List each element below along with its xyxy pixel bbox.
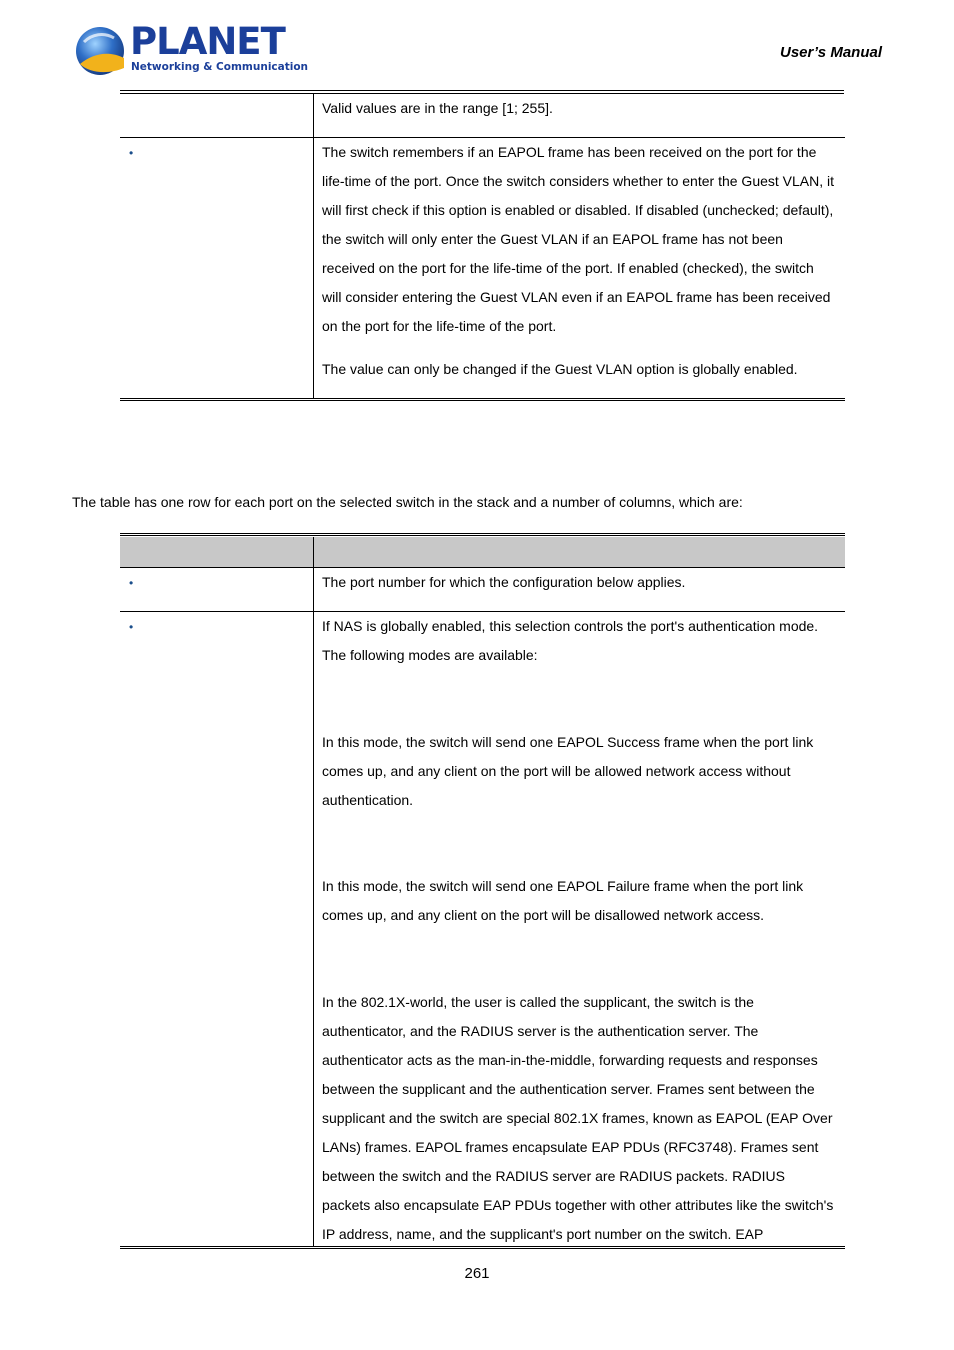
table2-desc-cell [314, 568, 845, 611]
table1-row1-text: Valid values are in the range [1; 255]. [322, 100, 553, 116]
table2-header-row [120, 537, 845, 568]
intro-paragraph: The table has one row for each port on the selected switch in the stack and a number of columns, which are: [72, 494, 743, 510]
planet-logo [74, 20, 309, 78]
table1-row2-para1: The switch remembers if an EAPOL frame has been received on the port for the life-time of the port. Once the switch considers whether to enter the Guest VLAN, it will first check if this option is enabled or disabled. If disabled (unchecked; default), the switch will only enter the Guest VLAN if an EAPOL frame has not been received on the port for the life-time of the port. If enabled (checked), the switch will consider entering the Guest VLAN even if an EAPOL frame has been received on the port for the life-time of the port. [322, 144, 835, 334]
page-number: 261 [464, 1265, 490, 1282]
table1 [120, 94, 845, 399]
table1-row [120, 138, 845, 399]
table2-row1-text: The port number for which the configuration below applies. [322, 574, 686, 590]
table1-param-cell [120, 138, 314, 399]
table2-header-object [120, 537, 314, 567]
table1-param-cell [120, 94, 314, 137]
table1-desc-cell [314, 94, 845, 137]
logo-wordmark: PLANET [130, 20, 285, 63]
table2-param-cell [120, 568, 314, 611]
table2-row2-intro: If NAS is globally enabled, this selection controls the port's authentication mode. The following modes are available: [322, 618, 819, 663]
table1-desc-cell [314, 138, 845, 399]
logo-tagline: Networking & Communication [131, 61, 309, 73]
bullet: • [129, 146, 134, 160]
bullet: • [129, 576, 134, 590]
table2-desc-cell [314, 612, 845, 1247]
table2-param-cell [120, 612, 314, 1247]
bullet: • [129, 620, 134, 634]
manual-label: User’s Manual [780, 44, 882, 61]
table2-row [120, 612, 845, 1247]
table2-bottom-rule [120, 1246, 845, 1249]
table2-header-description [314, 537, 845, 567]
table2 [120, 537, 845, 1247]
table2-top-rule [120, 533, 845, 536]
mode-port-based-desc: In the 802.1X-world, the user is called the supplicant, the switch is the authenticator, and the RADIUS server is the authentication server. The authenticator acts as the man-in-the-middle, forwarding requests and responses between the supplicant and the authentication server. Frames sent between the supplicant and the switch are special 802.1X frames, known as EAPOL (EAP Over LANs) frames. EAPOL frames encapsulate EAP PDUs (RFC3748). Frames sent between the switch and the RADIUS server are RADIUS packets. RADIUS packets also encapsulate EAP PDUs together with other attributes like the switch's IP address, name, and the supplicant's port number on the switch. EAP [322, 994, 834, 1242]
globe-icon [74, 24, 128, 78]
mode-force-unauthorized-desc: In this mode, the switch will send one EAPOL Failure frame when the port link comes up, and any client on the port will be disallowed network access. [322, 878, 804, 923]
table2-row [120, 568, 845, 612]
table1-row [120, 94, 845, 138]
mode-force-authorized-desc: In this mode, the switch will send one EAPOL Success frame when the port link comes up, and any client on the port will be allowed network access without authentication. [322, 734, 814, 808]
table1-top-rule [120, 90, 844, 91]
table1-row2-para2: The value can only be changed if the Guest VLAN option is globally enabled. [322, 361, 798, 377]
table1-bottom-rule [120, 398, 845, 401]
